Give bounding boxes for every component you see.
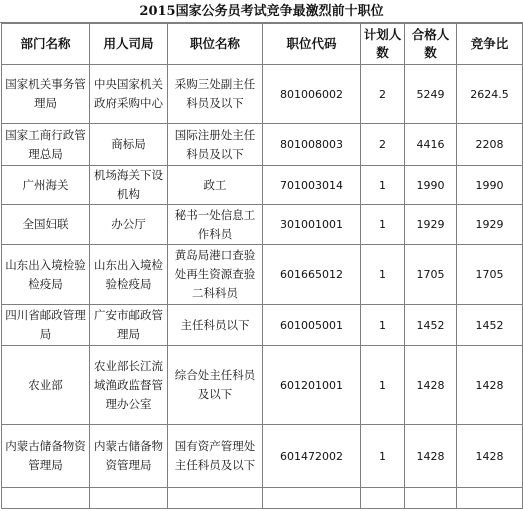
cell-empty xyxy=(457,488,523,509)
cell-plan: 2 xyxy=(361,65,405,124)
cell-dept: 山东出入境检验检疫局 xyxy=(2,245,90,305)
cell-empty xyxy=(2,488,90,509)
cell-qualified: 1452 xyxy=(405,305,457,346)
cell-dept: 内蒙古储备物资管理局 xyxy=(2,425,90,488)
cell-qualified: 4416 xyxy=(405,124,457,166)
cell-plan: 2 xyxy=(361,124,405,166)
cell-bureau: 办公厅 xyxy=(90,205,168,245)
header-ratio: 竞争比 xyxy=(457,24,523,65)
cell-bureau: 机场海关下设机构 xyxy=(90,166,168,205)
cell-empty xyxy=(361,488,405,509)
table-row xyxy=(2,425,523,488)
table-row xyxy=(2,166,523,205)
cell-ratio: 2624.5 xyxy=(457,65,523,124)
cell-qualified: 1990 xyxy=(405,166,457,205)
cell-dept: 四川省邮政管理局 xyxy=(2,305,90,346)
cell-code: 601201001 xyxy=(263,346,361,425)
cell-ratio: 1990 xyxy=(457,166,523,205)
cell-ratio: 1929 xyxy=(457,205,523,245)
cell-position: 国际注册处主任科员及以下 xyxy=(168,124,263,166)
cell-plan: 1 xyxy=(361,166,405,205)
cell-position: 黄岛局港口查验处再生资源查验二科科员 xyxy=(168,245,263,305)
cell-bureau: 山东出入境检验检疫局 xyxy=(90,245,168,305)
table-row xyxy=(2,65,523,124)
header-dept: 部门名称 xyxy=(2,24,90,65)
cell-empty xyxy=(263,488,361,509)
cell-qualified: 1705 xyxy=(405,245,457,305)
cell-empty xyxy=(405,488,457,509)
cell-dept: 国家机关事务管理局 xyxy=(2,65,90,124)
cell-code: 601472002 xyxy=(263,425,361,488)
cell-qualified: 1428 xyxy=(405,425,457,488)
cell-plan: 1 xyxy=(361,245,405,305)
header-row xyxy=(2,24,523,65)
cell-code: 801008003 xyxy=(263,124,361,166)
header-bureau: 用人司局 xyxy=(90,24,168,65)
cell-empty xyxy=(90,488,168,509)
cell-ratio: 1705 xyxy=(457,245,523,305)
cell-qualified: 5249 xyxy=(405,65,457,124)
table-row xyxy=(2,205,523,245)
competition-table xyxy=(1,23,523,509)
cell-code: 601005001 xyxy=(263,305,361,346)
table-row xyxy=(2,124,523,166)
cell-code: 801006002 xyxy=(263,65,361,124)
table-row-partial xyxy=(2,488,523,509)
cell-code: 301001001 xyxy=(263,205,361,245)
cell-plan: 1 xyxy=(361,205,405,245)
cell-plan: 1 xyxy=(361,346,405,425)
cell-position: 综合处主任科员及以下 xyxy=(168,346,263,425)
cell-qualified: 1428 xyxy=(405,346,457,425)
cell-ratio: 1428 xyxy=(457,346,523,425)
cell-bureau: 中央国家机关政府采购中心 xyxy=(90,65,168,124)
cell-bureau: 内蒙古储备物资管理局 xyxy=(90,425,168,488)
cell-position: 国有资产管理处主任科员及以下 xyxy=(168,425,263,488)
cell-ratio: 1428 xyxy=(457,425,523,488)
cell-plan: 1 xyxy=(361,305,405,346)
cell-dept: 全国妇联 xyxy=(2,205,90,245)
cell-dept: 国家工商行政管理总局 xyxy=(2,124,90,166)
cell-plan: 1 xyxy=(361,425,405,488)
cell-ratio: 2208 xyxy=(457,124,523,166)
header-code: 职位代码 xyxy=(263,24,361,65)
cell-bureau: 农业部长江流域渔政监督管理办公室 xyxy=(90,346,168,425)
table-row xyxy=(2,245,523,305)
header-position: 职位名称 xyxy=(168,24,263,65)
cell-dept: 农业部 xyxy=(2,346,90,425)
header-plan: 计划人数 xyxy=(361,24,405,65)
cell-dept: 广州海关 xyxy=(2,166,90,205)
table-row xyxy=(2,346,523,425)
cell-position: 采购三处副主任科员及以下 xyxy=(168,65,263,124)
cell-qualified: 1929 xyxy=(405,205,457,245)
table-row xyxy=(2,305,523,346)
cell-ratio: 1452 xyxy=(457,305,523,346)
cell-code: 701003014 xyxy=(263,166,361,205)
cell-code: 601665012 xyxy=(263,245,361,305)
cell-position: 主任科员以下 xyxy=(168,305,263,346)
table-title: 2015国家公务员考试竞争最激烈前十职位 xyxy=(0,0,523,23)
cell-bureau: 广安市邮政管理局 xyxy=(90,305,168,346)
cell-bureau: 商标局 xyxy=(90,124,168,166)
cell-position: 秘书一处信息工作科员 xyxy=(168,205,263,245)
header-qualified: 合格人数 xyxy=(405,24,457,65)
cell-position: 政工 xyxy=(168,166,263,205)
cell-empty xyxy=(168,488,263,509)
